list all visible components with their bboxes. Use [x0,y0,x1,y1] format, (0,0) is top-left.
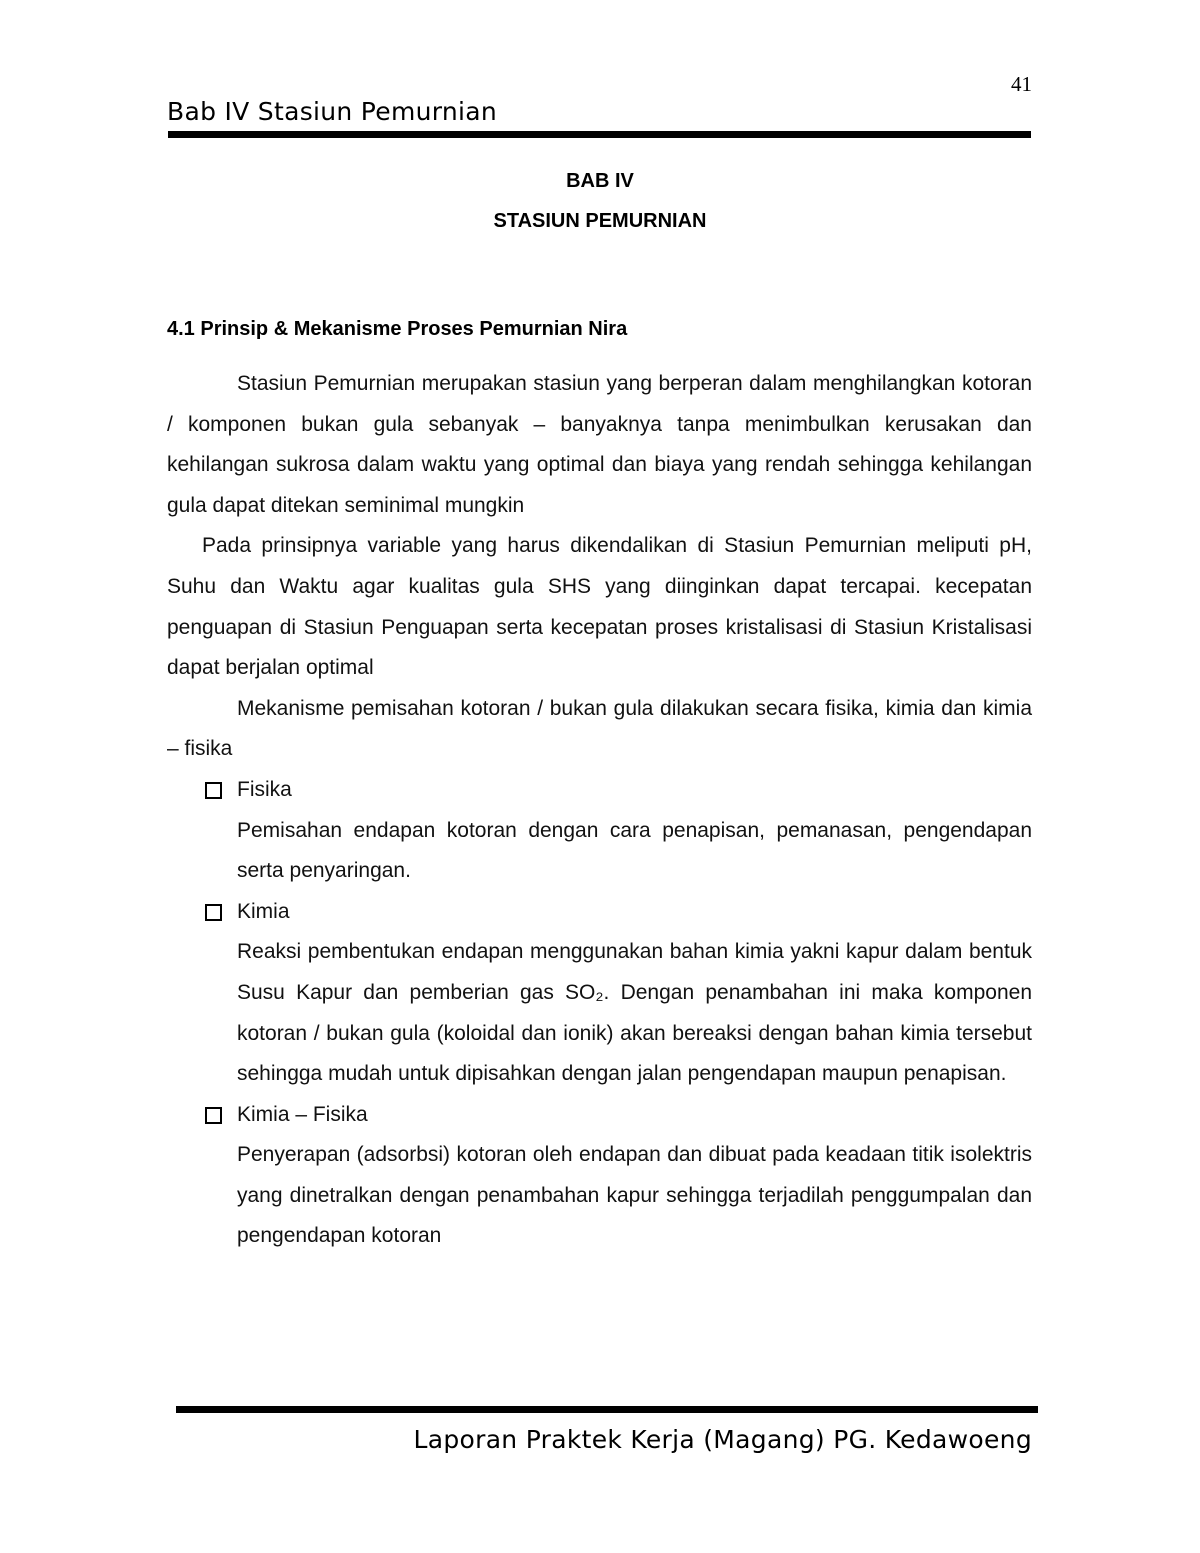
list-item-title: Fisika [237,777,292,801]
running-footer: Laporan Praktek Kerja (Magang) PG. Kedawoeng [413,1425,1032,1454]
paragraph: Pada prinsipnya variable yang harus dikendalikan di Stasiun Pemurnian meliputi pH, Suhu dan Waktu agar kualitas gula SHS yang diinginkan dapat tercapai. kecepatan penguapan di Stasiun Penguapan serta kecepatan proses kristalisasi di Stasiun Kristalisasi dapat berjalan optimal [167,534,1032,680]
paragraph: Mekanisme pemisahan kotoran / bukan gula dilakukan secara fisika, kimia dan kimia – fisika [167,696,1032,761]
list-item-text: Penyerapan (adsorbsi) kotoran oleh endapan dan dibuat pada keadaan titik isolektris yang dinetralkan dengan penambahan kapur sehingga terjadilah penggumpalan dan pengendapan kotoran [237,1143,1032,1248]
header-rule [168,131,1031,138]
checkbox-bullet-icon [205,1107,222,1124]
list-item [167,1095,1032,1136]
list-item-title: Kimia [237,899,290,923]
running-header: Bab IV Stasiun Pemurnian [167,97,498,126]
list-item-title: Kimia – Fisika [237,1102,368,1126]
chapter-label: BAB IV [566,170,634,192]
checkbox-bullet-icon [205,904,222,921]
section-heading: 4.1 Prinsip & Mekanisme Proses Pemurnian Nira [167,318,628,340]
paragraph: Stasiun Pemurnian merupakan stasiun yang berperan dalam menghilangkan kotoran / komponen bukan gula sebanyak – banyaknya tanpa menimbulkan kerusakan dan kehilangan sukrosa dalam waktu yang optimal dan biaya yang rendah sehingga kehilangan gula dapat ditekan seminimal mungkin [167,372,1032,517]
page-number: 41 [1011,72,1032,96]
body-text [167,364,1032,1257]
list-item-text: Reaksi pembentukan endapan menggunakan bahan kimia yakni kapur dalam bentuk Susu Kapur dan pemberian gas SO₂. Dengan penambahan ini maka komponen kotoran / bukan gula (koloidal dan ionik) akan bereaksi dengan bahan kimia tersebut sehingga mudah untuk dipisahkan dengan jalan pengendapan maupun penapisan. [237,940,1032,1086]
checkbox-bullet-icon [205,782,222,799]
chapter-title: STASIUN PEMURNIAN [493,210,707,232]
list-item [167,892,1032,933]
list-item [167,770,1032,811]
list-item-text: Pemisahan endapan kotoran dengan cara penapisan, pemanasan, pengendapan serta penyaringan. [237,818,1032,883]
footer-rule [176,1406,1038,1413]
